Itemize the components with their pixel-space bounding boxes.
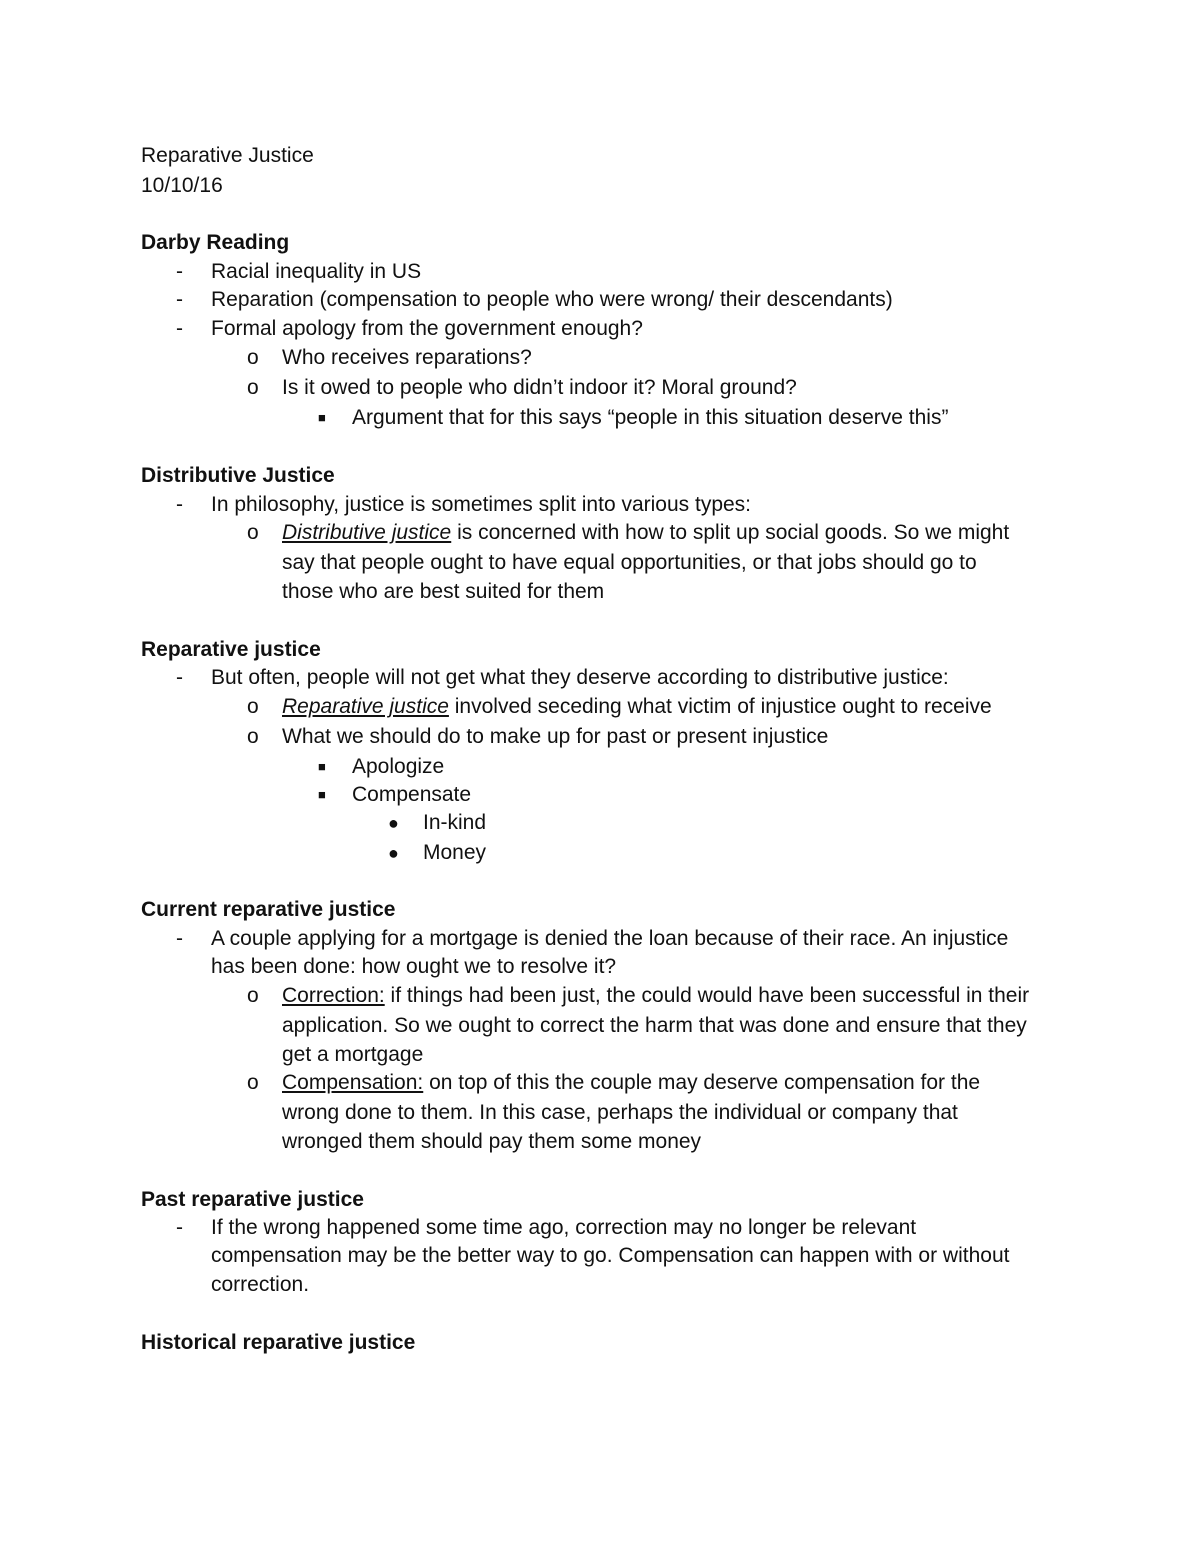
circle-marker: o	[247, 376, 259, 399]
square-marker: ■	[318, 787, 326, 802]
list-item-continuation: compensation may be the better way to go. Compensation can happen with or without	[211, 1244, 1010, 1267]
list-item: In-kind	[423, 811, 487, 834]
square-marker: ■	[318, 759, 326, 774]
list-item: Is it owed to people who didn’t indoor it? Moral ground?	[282, 376, 797, 399]
document-title: Reparative Justice	[141, 144, 314, 167]
dash-marker: -	[176, 1216, 183, 1239]
list-item	[282, 518, 1009, 548]
list-item: Racial inequality in US	[211, 260, 422, 283]
term-reparative-justice: Reparative justice	[282, 695, 449, 718]
list-item	[282, 981, 1029, 1011]
text-run: involved seceding what victim of injustice ought to receive	[448, 695, 992, 718]
list-item: Money	[423, 841, 487, 864]
dash-marker: -	[176, 493, 183, 516]
dash-marker: -	[176, 288, 183, 311]
document-date: 10/10/16	[141, 174, 223, 197]
section-heading-distributive: Distributive Justice	[141, 464, 335, 487]
list-item	[282, 692, 992, 722]
text-run: is concerned with how to split up social goods. So we might	[451, 521, 1010, 544]
list-item-continuation: say that people ought to have equal opportunities, or that jobs should go to	[282, 551, 977, 574]
section-heading-current: Current reparative justice	[141, 898, 396, 921]
dash-marker: -	[176, 666, 183, 689]
list-item-continuation: get a mortgage	[282, 1043, 424, 1066]
list-item: A couple applying for a mortgage is denied the loan because of their race. An injustice	[211, 927, 1009, 950]
list-item: Who receives reparations?	[282, 346, 532, 369]
circle-marker: o	[247, 984, 259, 1007]
circle-marker: o	[247, 521, 259, 544]
list-item: But often, people will not get what they deserve according to distributive justice:	[211, 666, 949, 689]
list-item: What we should do to make up for past or present injustice	[282, 725, 829, 748]
dash-marker: -	[176, 260, 183, 283]
list-item-continuation: wronged them should pay them some money	[282, 1130, 702, 1153]
section-heading-past: Past reparative justice	[141, 1188, 364, 1211]
section-heading-darby: Darby Reading	[141, 231, 290, 254]
list-item-continuation: application. So we ought to correct the harm that was done and ensure that they	[282, 1014, 1027, 1037]
list-item: Compensate	[352, 783, 472, 806]
list-item-continuation: correction.	[211, 1273, 310, 1296]
dash-marker: -	[176, 317, 183, 340]
dot-marker: ●	[388, 843, 399, 863]
section-heading-historical: Historical reparative justice	[141, 1331, 416, 1354]
list-item: Reparation (compensation to people who were wrong/ their descendants)	[211, 288, 893, 311]
square-marker: ■	[318, 410, 326, 425]
term-distributive-justice: Distributive justice	[282, 521, 452, 544]
term-correction: Correction:	[282, 984, 385, 1007]
text-run: on top of this the couple may deserve compensation for the	[423, 1071, 981, 1094]
list-item-continuation: has been done: how ought we to resolve it?	[211, 955, 617, 978]
term-compensation: Compensation:	[282, 1071, 424, 1094]
list-item-continuation: wrong done to them. In this case, perhaps the individual or company that	[282, 1101, 958, 1124]
list-item: Formal apology from the government enough?	[211, 317, 643, 340]
circle-marker: o	[247, 346, 259, 369]
list-item-continuation: those who are best suited for them	[282, 580, 605, 603]
dash-marker: -	[176, 927, 183, 950]
list-item: Argument that for this says “people in this situation deserve this”	[352, 406, 949, 429]
list-item	[282, 1068, 980, 1098]
circle-marker: o	[247, 1071, 259, 1094]
list-item: In philosophy, justice is sometimes split into various types:	[211, 493, 752, 516]
section-heading-reparative: Reparative justice	[141, 638, 321, 661]
list-item: Apologize	[352, 755, 445, 778]
circle-marker: o	[247, 725, 259, 748]
circle-marker: o	[247, 695, 259, 718]
list-item: If the wrong happened some time ago, correction may no longer be relevant	[211, 1216, 917, 1239]
text-run: if things had been just, the could would have been successful in their	[384, 984, 1030, 1007]
dot-marker: ●	[388, 813, 399, 833]
